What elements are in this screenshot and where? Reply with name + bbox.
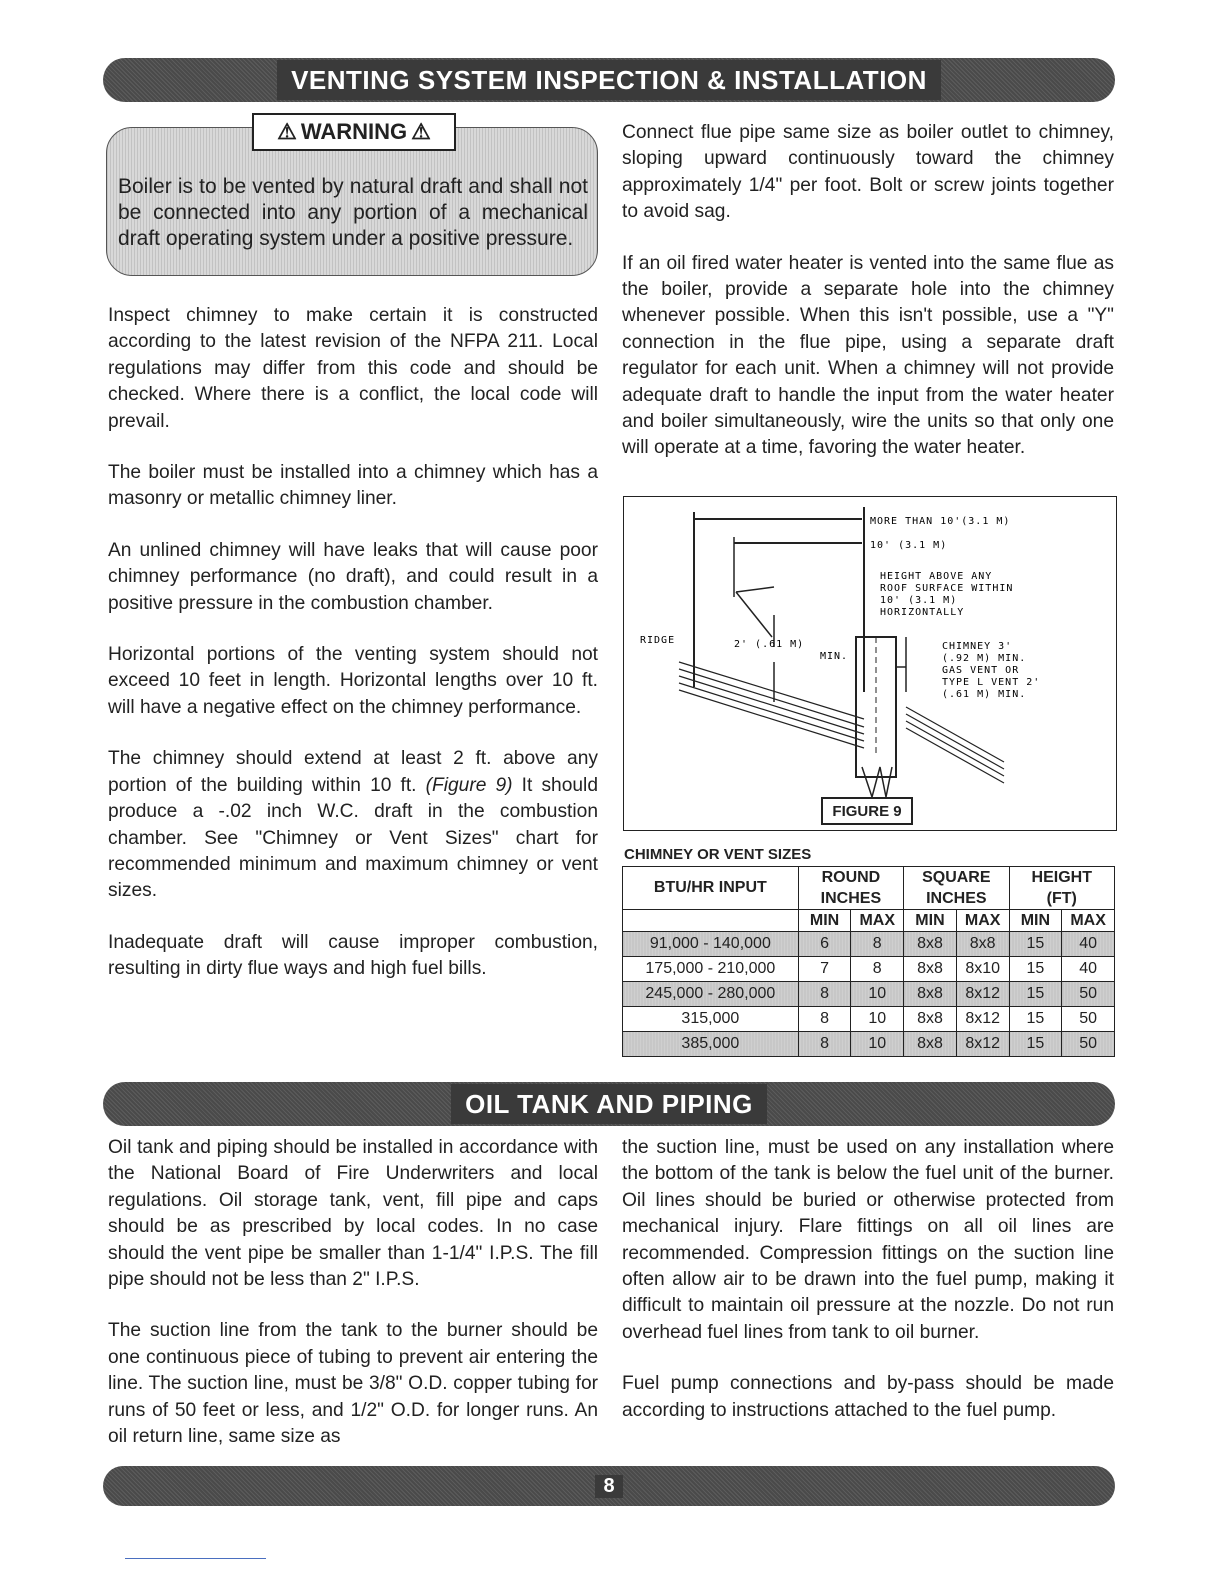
cell: 8: [851, 957, 904, 982]
label-ridge: RIDGE: [640, 635, 676, 646]
cell: 8x8: [904, 1032, 957, 1057]
header-max: MAX: [851, 910, 904, 932]
warning-triangle-icon: ⚠: [277, 119, 297, 144]
header-spacer: [623, 910, 799, 932]
cell: 8: [798, 1007, 851, 1032]
cell: 8x10: [956, 957, 1009, 982]
paragraph: Fuel pump connections and by-pass should be made according to instructions attached to the fuel pump.: [622, 1373, 1114, 1421]
header-min: MIN: [904, 910, 957, 932]
label-min: MIN.: [820, 651, 849, 662]
cell: 40: [1062, 957, 1115, 982]
header-height-unit: (FT): [1009, 888, 1114, 910]
cell: 50: [1062, 1032, 1115, 1057]
oil-right-column: [622, 1135, 1114, 1449]
cell: 15: [1009, 1032, 1062, 1057]
text-span: It should produce a -.02 inch W.C. draft in the combustion chamber. See "Chimney or Vent Sizes" chart for recommended minimum and maximum chimney or vent sizes.: [108, 774, 598, 902]
cell: 8: [798, 1032, 851, 1057]
paragraph: If an oil fired water heater is vented into the same flue as the boiler, provide a separate hole into the chimney whenever possible. When this isn't possible, use a "Y" connection in the flue pipe, using a separate draft regulator for each unit. When a chimney will not provide adequate draft to handle the input from the water heater and boiler simultaneously, wire the units so that only one will operate at a time, favoring the water heater.: [622, 252, 1114, 459]
cell: 50: [1062, 1007, 1115, 1032]
header-round-unit: INCHES: [798, 888, 903, 910]
cell: 15: [1009, 957, 1062, 982]
label-chimney: TYPE L VENT 2': [942, 677, 1041, 688]
label-height: HORIZONTALLY: [880, 607, 965, 618]
text-span: The chimney should extend at least 2 ft. above any portion of the building within 10 ft.: [108, 748, 598, 796]
roof-right: [906, 707, 1004, 783]
label-chimney: CHIMNEY 3': [942, 641, 1013, 652]
figure-reference: (Figure 9): [425, 774, 513, 796]
figure-9: [623, 496, 1117, 831]
footer-link-line: [125, 1558, 266, 1559]
page-number-bar: [103, 1466, 1115, 1506]
warning-triangle-icon: ⚠: [411, 119, 431, 144]
paragraph: An unlined chimney will have leaks that will cause poor chimney performance (no draft), and could result in a positive pressure in the combustion chamber.: [108, 539, 598, 614]
page-number: 8: [595, 1475, 622, 1498]
cell: 8x8: [904, 1007, 957, 1032]
section-banner-oil-tank: [103, 1082, 1115, 1126]
cell: 8x8: [904, 932, 957, 957]
paragraph: The boiler must be installed into a chimney which has a masonry or metallic chimney liner.: [108, 462, 598, 510]
cell: 15: [1009, 982, 1062, 1007]
cell: 50: [1062, 982, 1115, 1007]
chimney-break: [862, 767, 892, 797]
cell-btu: 315,000: [623, 1007, 799, 1032]
cell: 8: [798, 982, 851, 1007]
header-square: SQUARE: [904, 867, 1009, 889]
label-more-than: MORE THAN 10'(3.1 M): [870, 516, 1011, 527]
left-column: [108, 303, 598, 1008]
paragraph: Inadequate draft will cause improper combustion, resulting in dirty flue ways and high fuel bills.: [108, 931, 598, 980]
cell: 8: [851, 932, 904, 957]
figure-caption: FIGURE 9: [821, 797, 913, 825]
chimney-diagram: [624, 497, 1116, 830]
label-chimney: (.92 M) MIN.: [942, 653, 1027, 664]
oil-left-column: [108, 1135, 598, 1475]
header-min: MIN: [1009, 910, 1062, 932]
paragraph: Oil tank and piping should be installed in accordance with the National Board of Fire Underwriters and local regulations. Oil storage tank, vent, fill pipe and caps should be as prescribed by local codes. In no case should the vent pipe be smaller than 1-1/4" I.P.S. The fill pipe should not be less than 2" I.P.S.: [108, 1137, 598, 1291]
header-square-unit: INCHES: [904, 888, 1009, 910]
table-row: [623, 1007, 1115, 1032]
header-max: MAX: [1062, 910, 1115, 932]
roof-left: [679, 662, 864, 748]
table-row: [623, 982, 1115, 1007]
cell: 8x8: [956, 932, 1009, 957]
label-height: 10' (3.1 M): [880, 595, 958, 606]
right-column: [622, 120, 1114, 487]
paragraph: The suction line from the tank to the burner should be one continuous piece of tubing to prevent air entering the line. The suction line, must be 3/8" O.D. copper tubing for runs of 50 feet or less, and 1/2" O.D. for longer runs. An oil return line, same size as: [108, 1320, 598, 1448]
label-height: ROOF SURFACE WITHIN: [880, 583, 1014, 594]
paragraph: the suction line, must be used on any installation where the bottom of the tank is below the fuel unit of the burner. Oil lines should be buried or otherwise protected from mechanical injury. Flare fittings on all oil lines are recommended. Compression fittings on the suction line often allow air to be drawn into the fuel pump, making it difficult to maintain oil pressure at the nozzle. Do not run overhead fuel lines from tank to oil burner.: [622, 1137, 1114, 1343]
warning-text: Boiler is to be vented by natural draft and shall not be connected into any portion of a mechanical draft operating system under a positive pressure.: [118, 175, 588, 250]
cell: 8x8: [904, 982, 957, 1007]
section-banner-venting: [103, 58, 1115, 102]
table-row: [623, 932, 1115, 957]
cell: 10: [851, 1032, 904, 1057]
cell: 15: [1009, 932, 1062, 957]
header-btu: BTU/HR INPUT: [623, 867, 799, 910]
section-title: VENTING SYSTEM INSPECTION & INSTALLATION: [277, 60, 941, 100]
chimney-paragraph: [108, 746, 598, 904]
cell-btu: 385,000: [623, 1032, 799, 1057]
cell-btu: 245,000 - 280,000: [623, 982, 799, 1007]
paragraph: Connect flue pipe same size as boiler outlet to chimney, sloping upward continuously toward the chimney approximately 1/4" per foot. Bolt or screw joints together to avoid sag.: [622, 122, 1114, 223]
cell: 15: [1009, 1007, 1062, 1032]
table-row: [623, 1032, 1115, 1057]
cell: 8x8: [904, 957, 957, 982]
cell-btu: 91,000 - 140,000: [623, 932, 799, 957]
header-round: ROUND: [798, 867, 903, 889]
cell: 40: [1062, 932, 1115, 957]
chimney-vent-sizes-table: [622, 866, 1115, 1057]
header-max: MAX: [956, 910, 1009, 932]
cell: 8x12: [956, 1032, 1009, 1057]
section-title: OIL TANK AND PIPING: [451, 1084, 767, 1124]
paragraph: Horizontal portions of the venting system should not exceed 10 feet in length. Horizontal lengths over 10 ft. will have a negative effect on the chimney performance.: [108, 644, 598, 718]
label-chimney: (.61 M) MIN.: [942, 689, 1027, 700]
cell: 10: [851, 1007, 904, 1032]
paragraph: Inspect chimney to make certain it is constructed according to the latest revision of the NFPA 211. Local regulations may differ from this code and should be checked. Where there is a conflict, the local code will prevail.: [108, 305, 598, 432]
cell: 10: [851, 982, 904, 1007]
label-2ft: 2' (.61 M): [734, 639, 805, 650]
cell: 8x12: [956, 1007, 1009, 1032]
cell: 6: [798, 932, 851, 957]
height-pointer: [736, 587, 774, 637]
cell-btu: 175,000 - 210,000: [623, 957, 799, 982]
table-row: [623, 957, 1115, 982]
label-height: HEIGHT ABOVE ANY: [880, 571, 993, 582]
table-title: CHIMNEY OR VENT SIZES: [624, 846, 812, 863]
label-chimney: GAS VENT OR: [942, 665, 1020, 676]
cell: 7: [798, 957, 851, 982]
label-10ft: 10' (3.1 M): [870, 540, 948, 551]
header-min: MIN: [798, 910, 851, 932]
header-height: HEIGHT: [1009, 867, 1114, 889]
warning-label-text: WARNING: [300, 119, 408, 144]
warning-label: [252, 113, 456, 151]
cell: 8x12: [956, 982, 1009, 1007]
